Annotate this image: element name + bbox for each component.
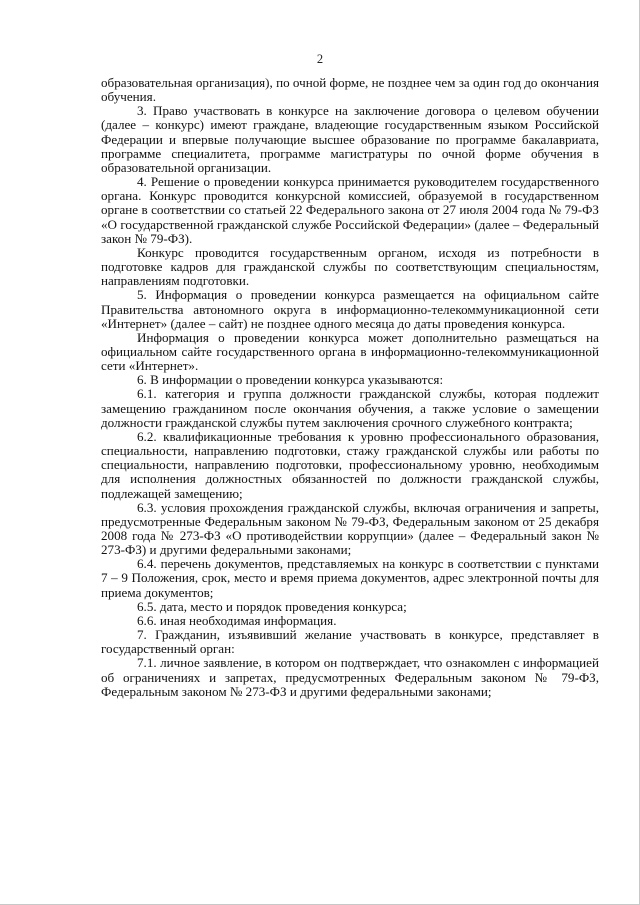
paragraph-item-7: 7. Гражданин, изъявивший желание участвовать в конкурсе, представляет в государственный орган: (101, 627, 599, 657)
page-number: 2 (316, 52, 324, 66)
paragraph-item-6-4: 6.4. перечень документов, представляемых на конкурс в соответствии с пунктами 7 – 9 Положения, срок, место и время приема документов, адрес электронной почты для приема документов; (101, 556, 599, 600)
document-body (101, 76, 599, 699)
paragraph-item-6-1: 6.1. категория и группа должности гражданской службы, которая подлежит замещению гражданином после окончания обучения, а также условие о замещении должности гражданской службы путем заключения срочного служебного контракта; (101, 386, 599, 430)
paragraph-item-7-1: 7.1. личное заявление, в котором он подтверждает, что ознакомлен с информацией об ограничениях и запретах, предусмотренных Федеральным законом № 79-ФЗ, Федеральным законом № 273-ФЗ и другими федеральными законами; (101, 655, 599, 699)
paragraph: образовательная организация), по очной форме, не позднее чем за один год до окончания обучения. (101, 75, 599, 105)
paragraph-item-6-5: 6.5. дата, место и порядок проведения конкурса; (137, 598, 407, 614)
paragraph-item-3: 3. Право участвовать в конкурсе на заключение договора о целевом обучении (далее – конкурс) имеют граждане, владеющие государственным языком Российской Федерации и впервые получающие высшее образование по программе бакалавриата, программе специалитета, программе магистратуры по очной форме обучения в образовательной организации. (101, 103, 599, 175)
paragraph-item-6: 6. В информации о проведении конкурса указываются: (137, 372, 444, 388)
paragraph-item-6-2: 6.2. квалификационные требования к уровню профессионального образования, специальности, направлению подготовки, стажу гражданской службы или работы по специальности, направлению подготовки, профессиональному уровню, необходимым для исполнения должностных обязанностей по должности гражданской службы, подлежащей замещению; (101, 428, 599, 501)
paragraph-item-6-3: 6.3. условия прохождения гражданской службы, включая ограничения и запреты, предусмотренные Федеральным законом № 79-ФЗ, Федеральным законом от 25 декабря 2008 года № 273-ФЗ «О противодействии коррупции» (далее – Федеральный закон № 273-ФЗ) и другими федеральными законами; (101, 499, 599, 558)
paragraph-item-6-6: 6.6. иная необходимая информация. (137, 612, 337, 628)
paragraph: Информация о проведении конкурса может дополнительно размещаться на официальном сайте государственного органа в информационно-телекоммуникационной сети «Интернет». (101, 329, 599, 374)
paragraph-item-4: 4. Решение о проведении конкурса принимается руководителем государственного органа. Конкурс проводится конкурсной комиссией, образуемой в государственном органе в соответствии со статьей 22 Федерального закона от 27 июля 2004 года № 79-ФЗ «О государственной гражданской службе Российской Федерации» (далее – Федеральный закон № 79-ФЗ). (101, 174, 599, 246)
paragraph: Конкурс проводится государственным органом, исходя из потребности в подготовке кадров для гражданской службы по соответствующим специальностям, направлениям подготовки. (101, 244, 599, 289)
paragraph-item-5: 5. Информация о проведении конкурса размещается на официальном сайте Правительства автономного округа в информационно-телекоммуникационной сети «Интернет» (далее – сайт) не позднее одного месяца до даты проведения конкурса. (101, 287, 599, 331)
